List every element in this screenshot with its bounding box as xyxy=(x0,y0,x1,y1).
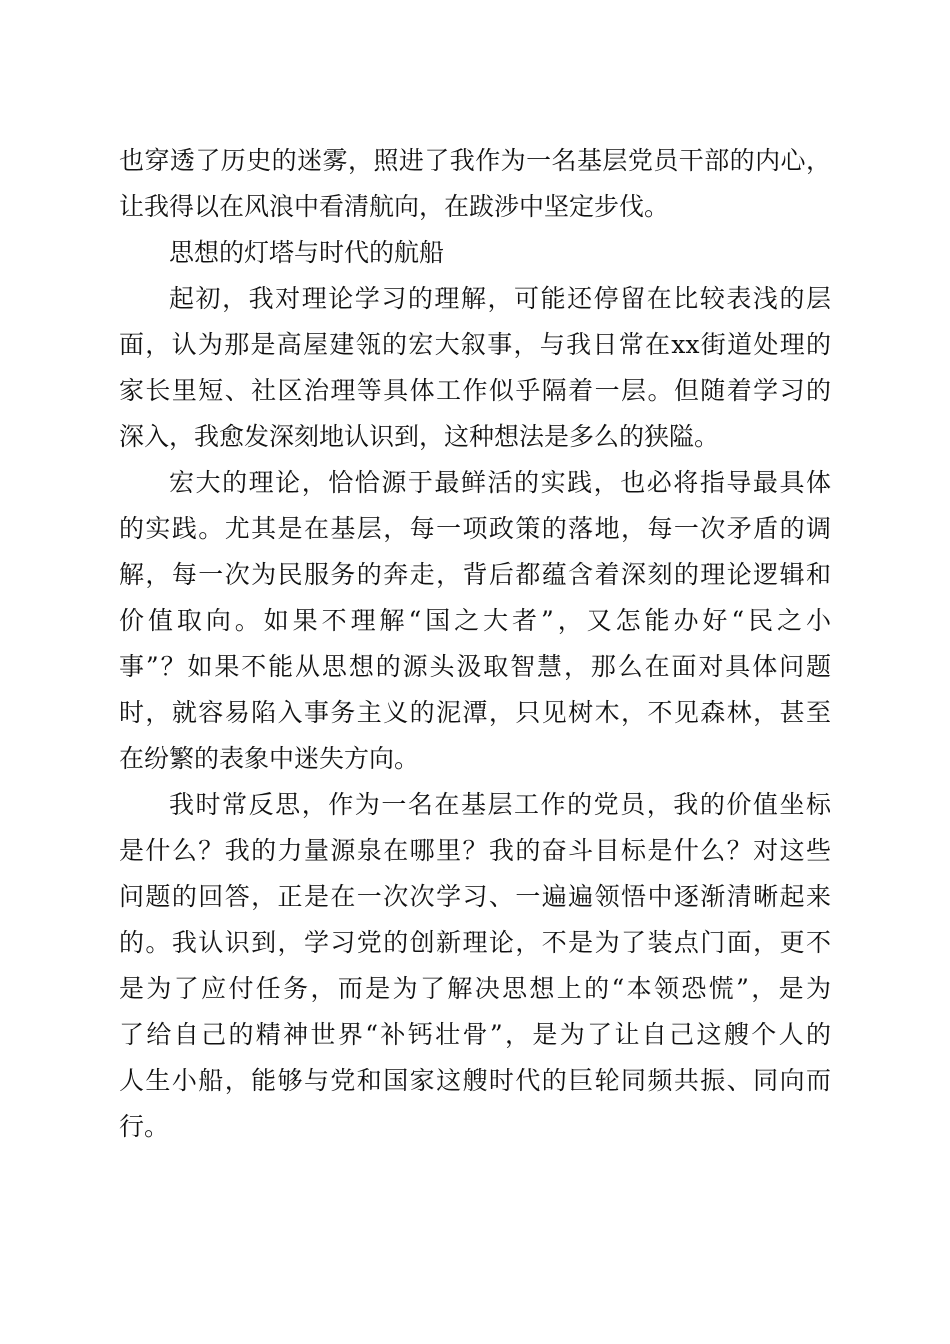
text-line: 深入，我愈发深刻地认识到，这种想法是多么的狭隘。 xyxy=(119,422,720,451)
text-line: 的实践。尤其是在基层，每一项政策的落地，每一次矛盾的调 xyxy=(119,514,831,543)
text-line: 宏大的理论，恰恰源于最鲜活的实践，也必将指导最具体 xyxy=(169,468,831,497)
text-line: 解，每一次为民服务的奔走，背后都蕴含着深刻的理论逻辑和 xyxy=(119,560,831,589)
section-heading: 思想的灯塔与时代的航船 xyxy=(169,238,445,267)
text-line: 起初，我对理论学习的理解，可能还停留在比较表浅的层 xyxy=(169,284,831,313)
text-line: 是什么？我的力量源泉在哪里？我的奋斗目标是什么？对这些 xyxy=(119,836,831,865)
text-line: 了给自己的精神世界“补钙壮骨”，是为了让自己这艘个人的 xyxy=(119,1020,831,1049)
text-line: 在纷繁的表象中迷失方向。 xyxy=(119,744,420,773)
text-line: 的。我认识到，学习党的创新理论，不是为了装点门面，更不 xyxy=(119,928,831,957)
text-line: 价值取向。如果不理解“国之大者”，又怎能办好“民之小 xyxy=(119,606,831,635)
text-line: 我时常反思，作为一名在基层工作的党员，我的价值坐标 xyxy=(169,790,831,819)
text-line: 面，认为那是高屋建瓴的宏大叙事，与我日常在xx街道处理的 xyxy=(119,330,831,359)
text-line: 是为了应付任务，而是为了解决思想上的“本领恐慌”，是为 xyxy=(119,974,831,1003)
text-line: 也穿透了历史的迷雾，照进了我作为一名基层党员干部的内心， xyxy=(119,146,831,175)
text-line: 时，就容易陷入事务主义的泥潭，只见树木，不见森林，甚至 xyxy=(119,698,831,727)
text-line: 事”？如果不能从思想的源头汲取智慧，那么在面对具体问题 xyxy=(119,652,831,681)
text-line: 人生小船，能够与党和国家这艘时代的巨轮同频共振、同向而 xyxy=(119,1066,831,1095)
text-line: 让我得以在风浪中看清航向，在跋涉中坚定步伐。 xyxy=(119,192,670,221)
text-line: 问题的回答，正是在一次次学习、一遍遍领悟中逐渐清晰起来 xyxy=(119,882,831,911)
text-line: 行。 xyxy=(119,1112,170,1141)
text-line: 家长里短、社区治理等具体工作似乎隔着一层。但随着学习的 xyxy=(119,376,831,405)
